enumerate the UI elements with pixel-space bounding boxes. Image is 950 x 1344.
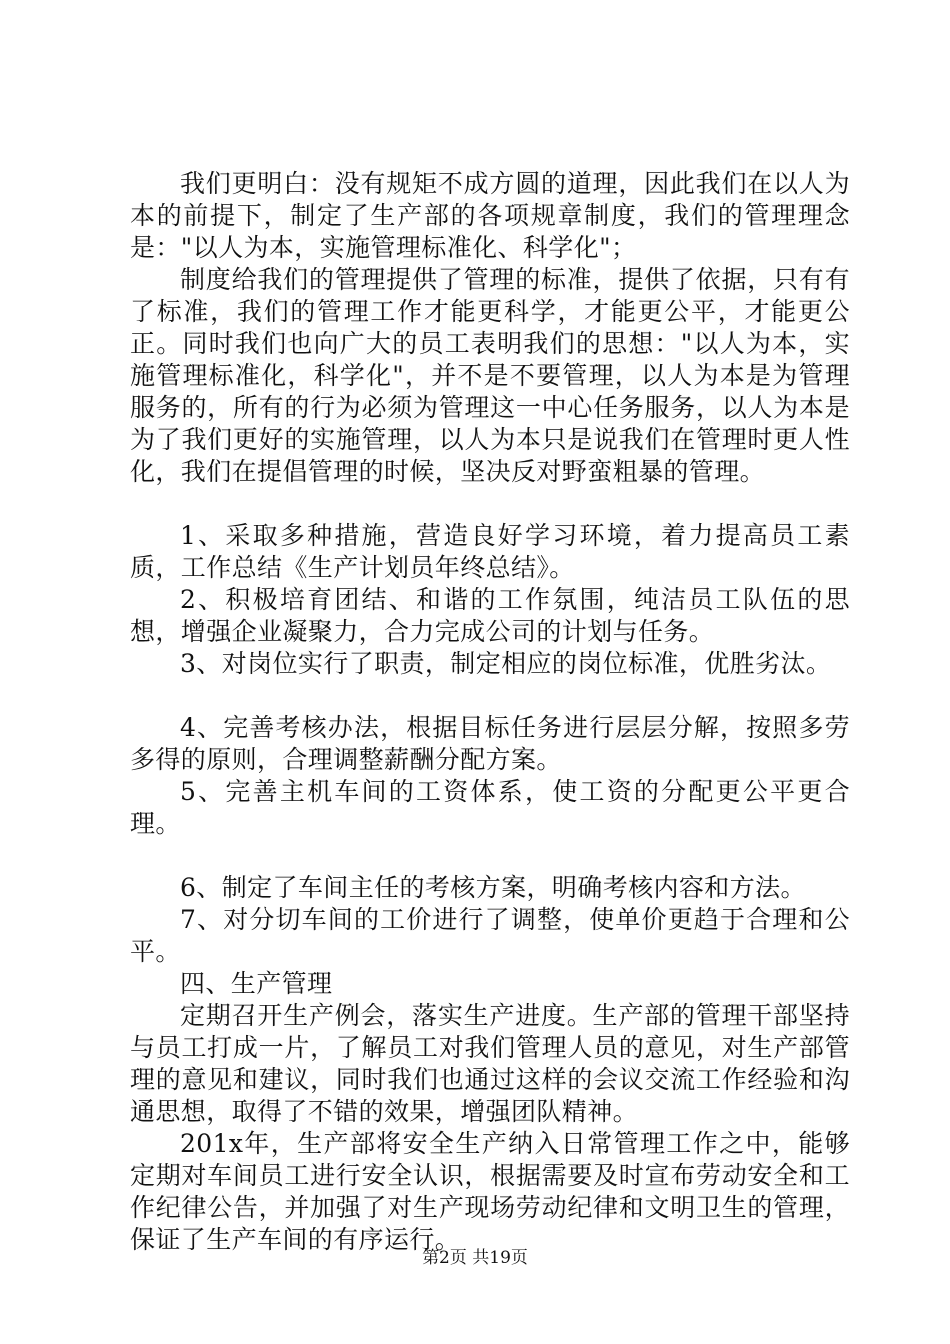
list-item: 7、对分切车间的工价进行了调整，使单价更趋于合理和公平。	[130, 905, 850, 966]
list-item: 6、制定了车间主任的考核方案，明确考核内容和方法。	[180, 873, 806, 902]
paragraph-gap	[130, 488, 850, 520]
paragraph: 制度给我们的管理提供了管理的标准，提供了依据，只有有了标准，我们的管理工作才能更科学，才能更公平，才能更公正。同时我们也向广大的员工表明我们的思想："以人为本，实施管理标准化，科学化"，并不是不要管理，以人为本是为管理服务的，所有的行为必须为管理这一中心任务服务，以人为本是为了我们更好的实施管理，以人为本只是说我们在管理时更人性化，我们在提倡管理的时候，坚决反对野蛮粗暴的管理。	[130, 265, 850, 486]
list-item: 4、完善考核办法，根据目标任务进行层层分解，按照多劳多得的原则，合理调整薪酬分配方案。	[130, 713, 850, 774]
paragraph: 定期召开生产例会，落实生产进度。生产部的管理干部坚持与员工打成一片，了解员工对我们管理人员的意见，对生产部管理的意见和建议，同时我们也通过这样的会议交流工作经验和沟通思想，取得了不错的效果，增强团队精神。	[130, 1001, 850, 1126]
paragraph: 201x年，生产部将安全生产纳入日常管理工作之中，能够定期对车间员工进行安全认识，根据需要及时宣布劳动安全和工作纪律公告，并加强了对生产现场劳动纪律和文明卫生的管理，保证了生产车间的有序运行。	[130, 1129, 850, 1254]
paragraph-gap	[130, 840, 850, 872]
page-number-footer: 第2页 共19页	[422, 1248, 528, 1268]
list-item: 1、采取多种措施，营造良好学习环境，着力提高员工素质，工作总结《生产计划员年终总结》。	[130, 521, 850, 582]
list-item: 3、对岗位实行了职责，制定相应的岗位标准，优胜劣汰。	[180, 649, 832, 678]
list-item: 5、完善主机车间的工资体系，使工资的分配更公平更合理。	[130, 777, 850, 838]
list-item: 2、积极培育团结、和谐的工作氛围，纯洁员工队伍的思想，增强企业凝聚力，合力完成公司的计划与任务。	[130, 585, 850, 646]
paragraph-gap	[130, 680, 850, 712]
paragraph: 我们更明白：没有规矩不成方圆的道理，因此我们在以人为本的前提下，制定了生产部的各项规章制度，我们的管理理念是："以人为本，实施管理标准化、科学化"；	[130, 169, 850, 262]
section-heading: 四、生产管理	[180, 969, 333, 998]
document-body	[130, 168, 850, 1256]
